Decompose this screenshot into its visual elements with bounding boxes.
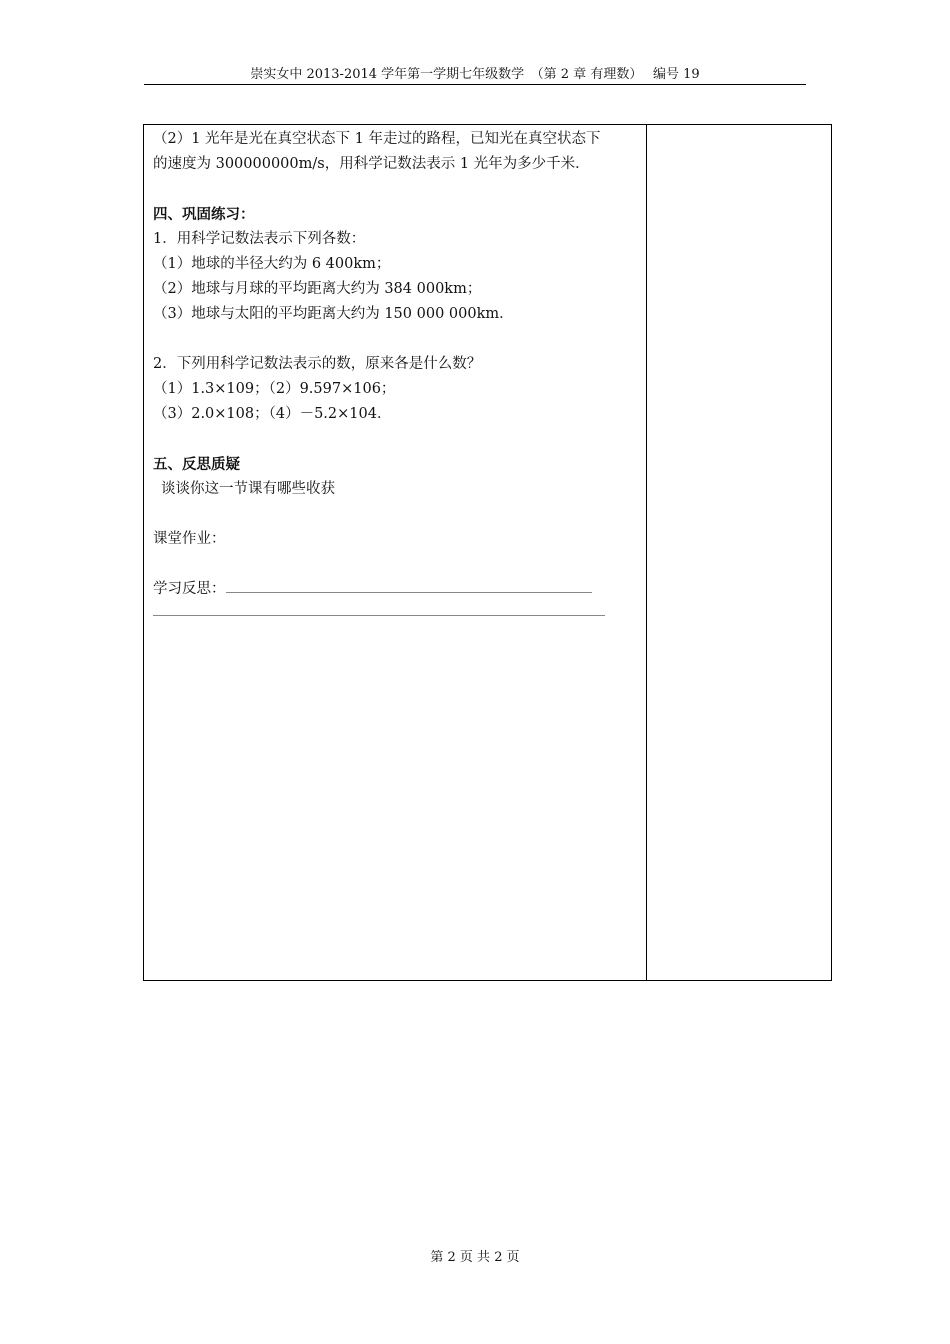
exercise2-line1: （1）1.3×109；（2）9.597×106； <box>153 381 396 397</box>
reflection-prompt: 谈谈你这一节课有哪些收获 <box>161 481 335 497</box>
spacer <box>153 427 641 452</box>
exercise1-item3: （3）地球与太阳的平均距离大约为 150 000 000km． <box>153 306 514 322</box>
spacer <box>153 552 641 577</box>
homework-label: 课堂作业： <box>153 531 226 547</box>
exercise2-title: 2．下列用科学记数法表示的数，原来各是什么数？ <box>153 356 482 372</box>
reflection-label: 学习反思： <box>153 581 226 597</box>
page-header: 崇实女中 2013-2014 学年第一学期七年级数学 （第 2 章 有理数） 编号 19 <box>144 66 806 85</box>
exercise2-line2: （3）2.0×108；（4）－5.2×104． <box>153 406 392 422</box>
worksheet-table <box>143 124 832 981</box>
reflection-answer-line <box>226 578 592 593</box>
problem2-line2: 的速度为 300000000m/s，用科学记数法表示 1 光年为多少千米． <box>153 156 590 172</box>
column-divider <box>646 125 647 980</box>
exercise1-item2: （2）地球与月球的平均距离大约为 384 000km； <box>153 281 482 297</box>
main-content-cell <box>153 127 641 616</box>
section4-heading: 四、巩固练习： <box>153 206 255 223</box>
spacer <box>153 502 641 527</box>
exercise1-item1: （1）地球的半径大约为 6 400km； <box>153 256 391 272</box>
spacer <box>153 327 641 352</box>
section5-heading: 五、反思质疑 <box>153 456 240 473</box>
page-number: 第 2 页 共 2 页 <box>430 1250 520 1265</box>
exercise1-title: 1．用科学记数法表示下列各数： <box>153 231 366 247</box>
problem2-line1: （2）1 光年是光在真空状态下 1 年走过的路程，已知光在真空状态下 <box>153 131 601 147</box>
spacer <box>153 177 641 202</box>
reflection-row <box>153 577 641 602</box>
